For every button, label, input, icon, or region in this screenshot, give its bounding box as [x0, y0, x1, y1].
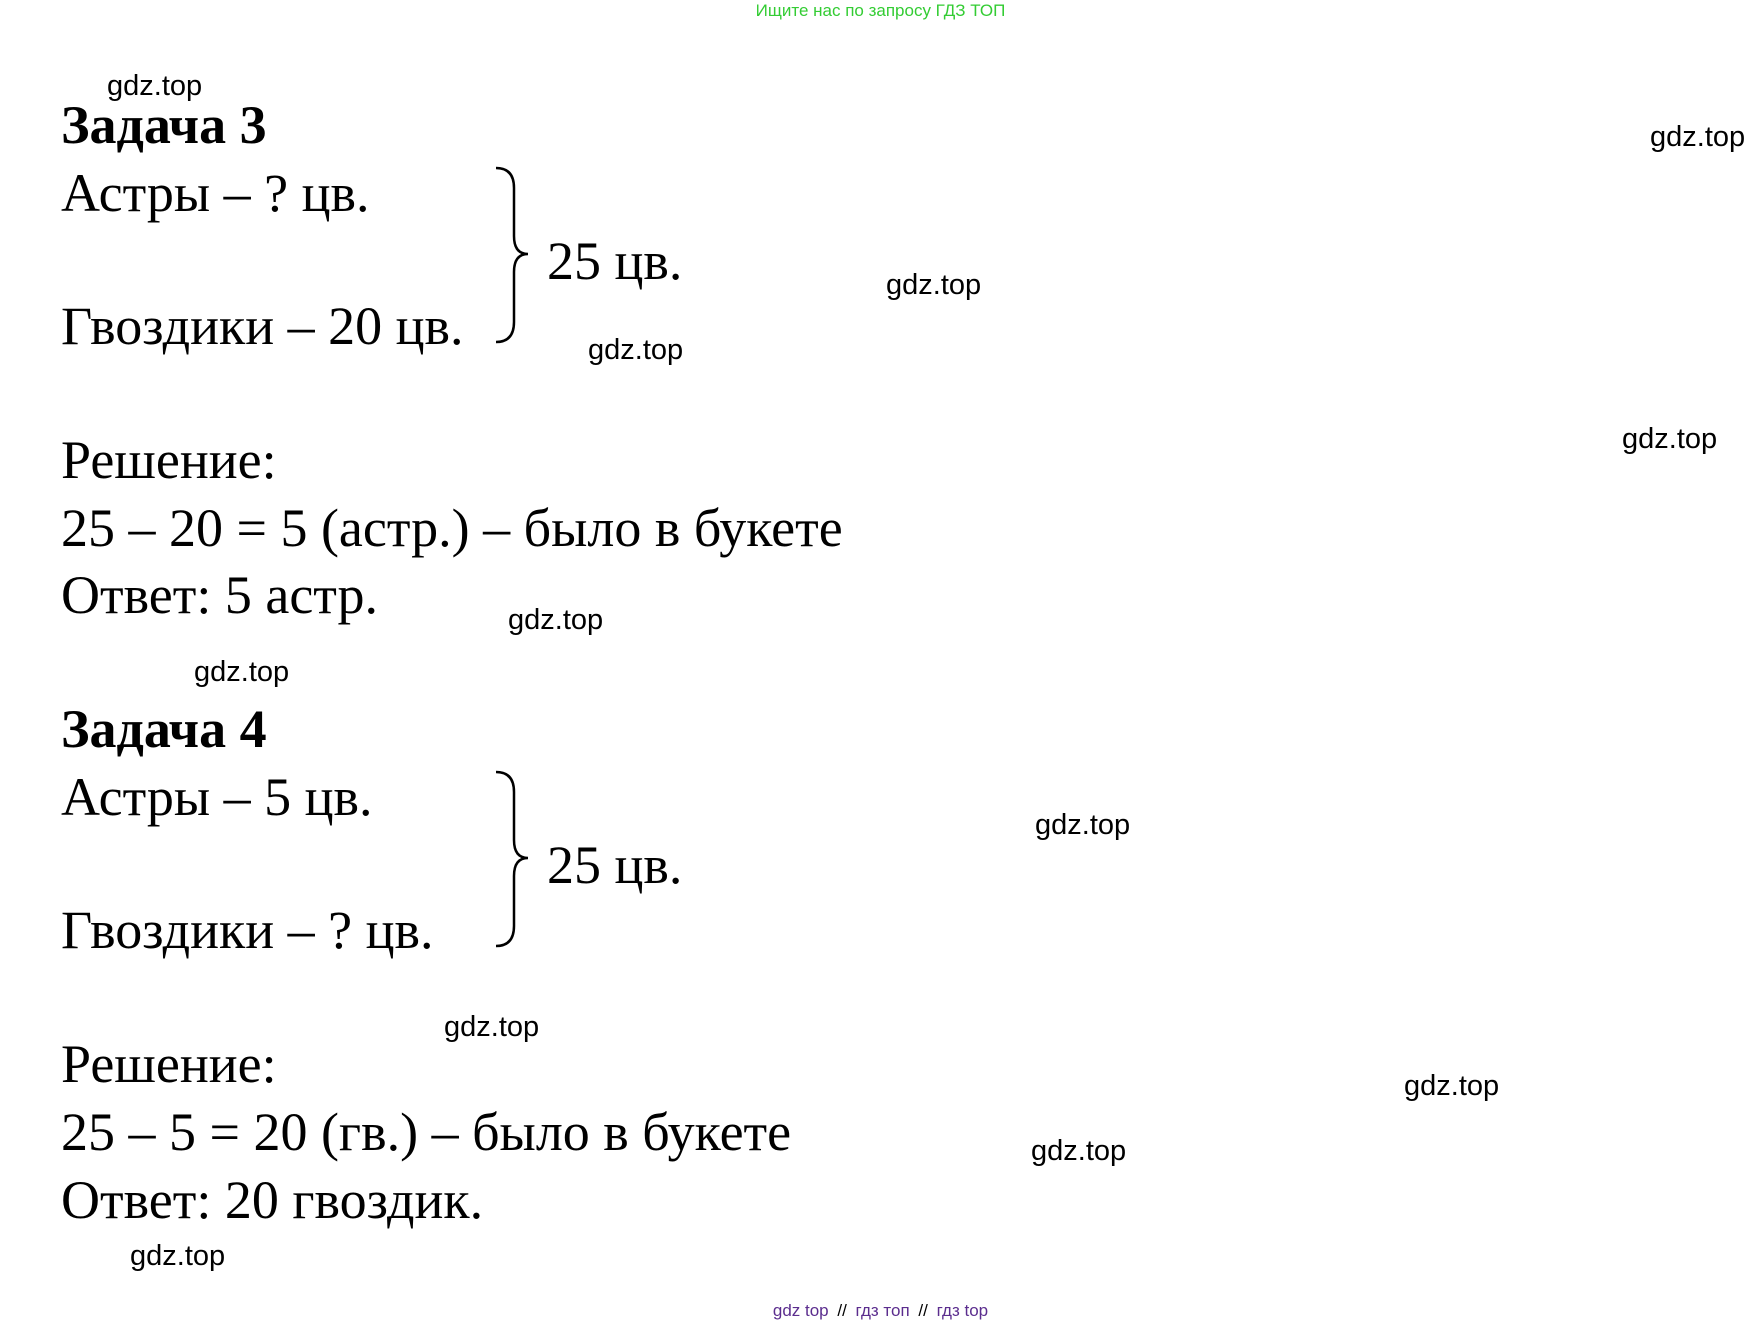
condition-line-carnations: Гвоздики – ? цв. [61, 900, 434, 960]
brace-icon [492, 768, 538, 950]
watermark: gdz.top [194, 656, 290, 688]
watermark: gdz.top [444, 1011, 540, 1043]
watermark: gdz.top [1650, 121, 1746, 153]
footer-links [0, 1302, 1761, 1319]
task-title: Задача 3 [61, 95, 267, 155]
watermark: gdz.top [886, 269, 982, 301]
watermark: gdz.top [1622, 423, 1718, 455]
top-banner: Ищите нас по запросу ГДЗ ТОП [755, 1, 1006, 20]
total-label: 25 цв. [547, 835, 683, 895]
total-label: 25 цв. [547, 231, 683, 291]
solution-label: Решение: [61, 430, 277, 490]
solution-label: Решение: [61, 1034, 277, 1094]
watermark: gdz.top [588, 334, 684, 366]
footer-separator: // [918, 1301, 928, 1320]
solution-equation: 25 – 20 = 5 (астр.) – было в букете [61, 498, 843, 558]
answer-line: Ответ: 5 астр. [61, 565, 379, 625]
condition-line-carnations: Гвоздики – 20 цв. [61, 296, 464, 356]
footer-link[interactable]: гдз top [936, 1301, 989, 1320]
brace-icon [492, 164, 538, 346]
watermark: gdz.top [508, 604, 604, 636]
footer-link[interactable]: gdz top [772, 1301, 829, 1320]
watermark: gdz.top [1031, 1135, 1127, 1167]
footer-link[interactable]: гдз топ [855, 1301, 910, 1320]
watermark: gdz.top [130, 1240, 226, 1272]
task-title: Задача 4 [61, 699, 267, 759]
watermark: gdz.top [107, 70, 203, 102]
watermark: gdz.top [1404, 1070, 1500, 1102]
condition-line-asters: Астры – 5 цв. [61, 767, 373, 827]
answer-line: Ответ: 20 гвоздик. [61, 1170, 484, 1230]
solution-equation: 25 – 5 = 20 (гв.) – было в букете [61, 1102, 792, 1162]
watermark: gdz.top [1035, 809, 1131, 841]
condition-line-asters: Астры – ? цв. [61, 163, 370, 223]
footer-separator: // [837, 1301, 847, 1320]
